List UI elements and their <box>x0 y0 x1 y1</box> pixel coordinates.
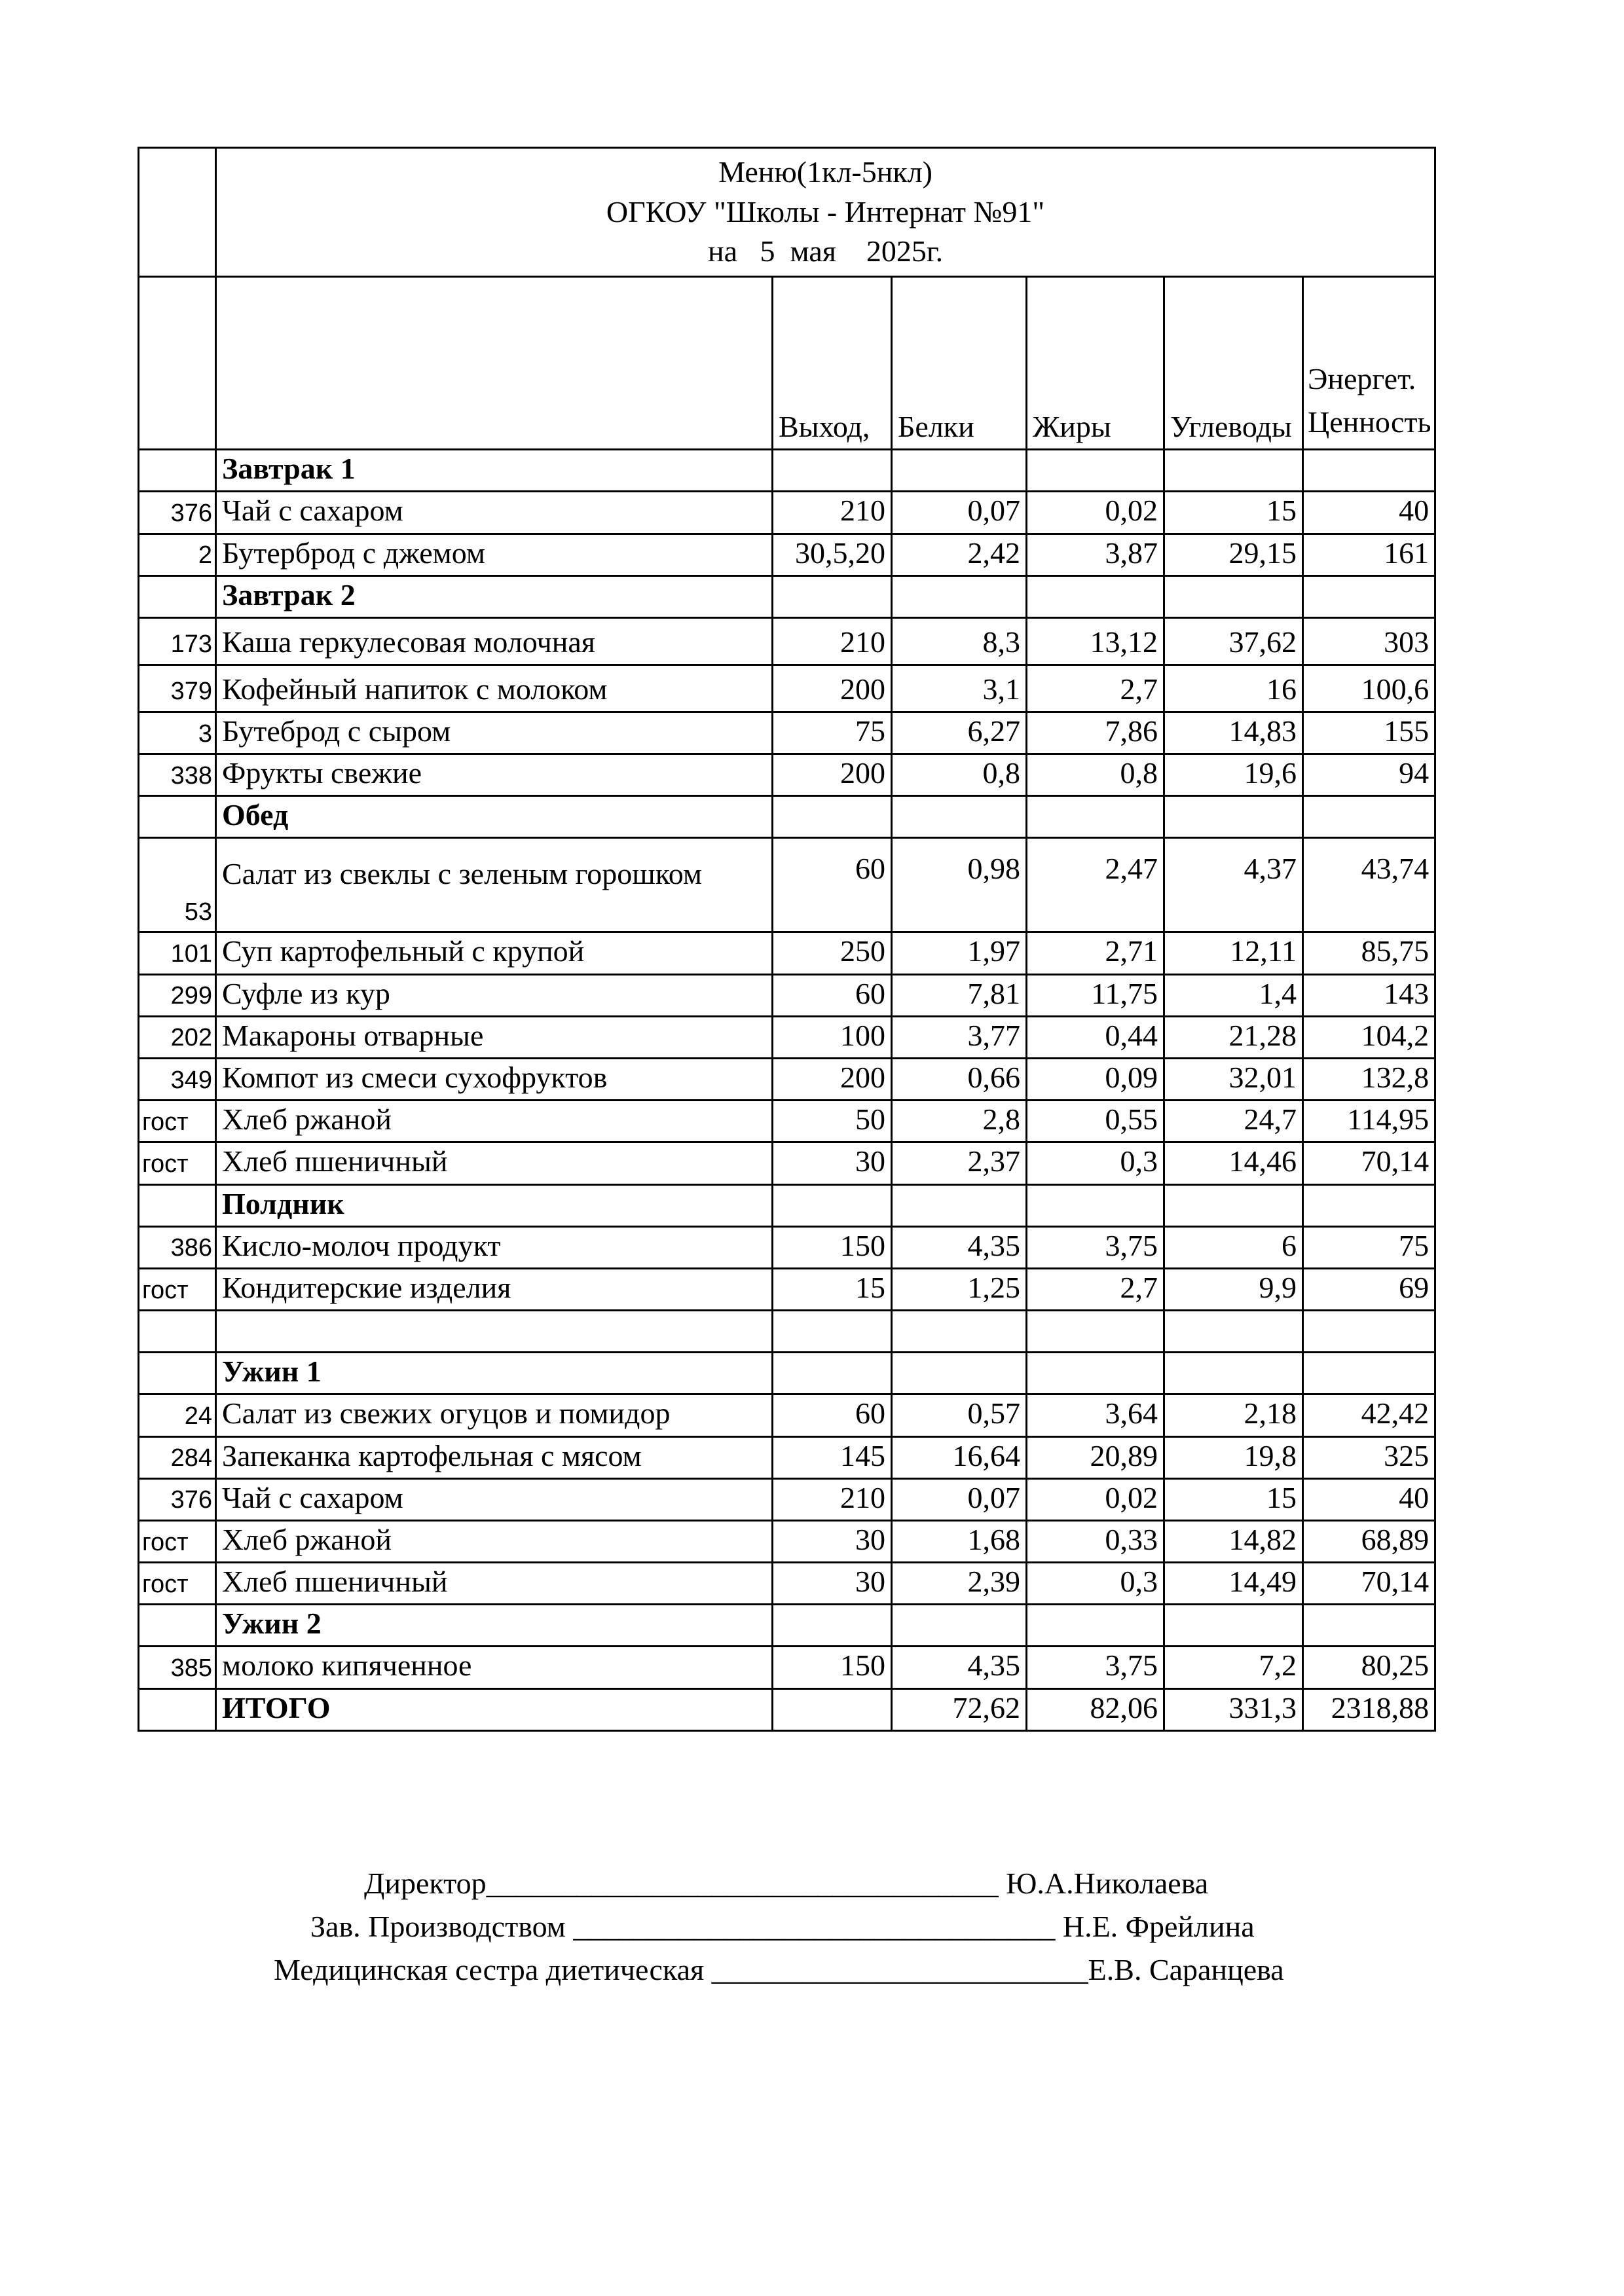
dish-yield: 60 <box>773 974 892 1016</box>
empty-cell <box>892 796 1027 838</box>
empty-cell <box>1027 1311 1164 1353</box>
signature-person: Н.Е. Фрейлина <box>1062 1910 1255 1943</box>
dish-code: 376 <box>139 492 216 534</box>
empty-cell <box>773 1605 892 1647</box>
dish-carbs: 9,9 <box>1164 1268 1303 1310</box>
dish-row <box>139 1226 1435 1268</box>
dish-protein: 3,1 <box>892 665 1027 712</box>
dish-row <box>139 838 1435 932</box>
menu-sheet <box>138 147 1434 1732</box>
empty-cell <box>1027 1353 1164 1394</box>
empty-cell <box>1027 796 1164 838</box>
dish-energy: 43,74 <box>1303 838 1435 932</box>
section-title: Ужин 2 <box>216 1605 773 1647</box>
dish-fat: 0,09 <box>1027 1059 1164 1101</box>
dish-name: Каша геркулесовая молочная <box>216 617 773 665</box>
dish-carbs: 19,8 <box>1164 1436 1303 1478</box>
column-header-fat: Жиры <box>1027 277 1164 450</box>
dish-protein: 0,98 <box>892 838 1027 932</box>
dish-code: 53 <box>139 838 216 932</box>
column-header-carbs: Углеводы <box>1164 277 1303 450</box>
dish-protein: 0,66 <box>892 1059 1027 1101</box>
dish-code: 349 <box>139 1059 216 1101</box>
dish-energy: 325 <box>1303 1436 1435 1478</box>
dish-energy: 94 <box>1303 754 1435 796</box>
dish-code <box>139 796 216 838</box>
column-header-energy: Энергет. Ценность <box>1303 277 1435 450</box>
dish-code: 24 <box>139 1394 216 1436</box>
signature-person: Е.В. Саранцева <box>1088 1953 1284 1986</box>
dish-fat: 0,02 <box>1027 1478 1164 1520</box>
empty-cell <box>216 1311 773 1353</box>
section-title: Обед <box>216 796 773 838</box>
total-row <box>139 1688 1435 1730</box>
dish-energy: 132,8 <box>1303 1059 1435 1101</box>
dish-fat: 0,3 <box>1027 1563 1164 1605</box>
empty-cell <box>1303 1184 1435 1226</box>
dish-carbs: 16 <box>1164 665 1303 712</box>
dish-carbs: 15 <box>1164 492 1303 534</box>
column-header-row <box>139 277 1435 450</box>
empty-cell <box>1027 450 1164 492</box>
dish-yield: 200 <box>773 754 892 796</box>
dish-name: Фрукты свежие <box>216 754 773 796</box>
dish-name: Кисло-молоч продукт <box>216 1226 773 1268</box>
dish-name: Салат из свеклы с зеленым горошком <box>216 838 773 932</box>
menu-title-line1: Меню(1кл-5нкл) <box>718 155 932 189</box>
title-row <box>139 148 1435 277</box>
dish-carbs: 1,4 <box>1164 974 1303 1016</box>
dish-carbs: 15 <box>1164 1478 1303 1520</box>
dish-yield: 60 <box>773 1394 892 1436</box>
signature-role: Медицинская сестра диетическая <box>274 1953 705 1986</box>
dish-protein: 4,35 <box>892 1647 1027 1688</box>
dish-code: 101 <box>139 932 216 974</box>
dish-row <box>139 1101 1435 1142</box>
empty-cell <box>892 1184 1027 1226</box>
dish-row <box>139 534 1435 575</box>
dish-row <box>139 1436 1435 1478</box>
dish-carbs: 21,28 <box>1164 1016 1303 1058</box>
empty-cell <box>1027 575 1164 617</box>
dish-protein: 3,77 <box>892 1016 1027 1058</box>
dish-fat: 11,75 <box>1027 974 1164 1016</box>
dish-energy: 143 <box>1303 974 1435 1016</box>
dish-code: гост <box>139 1268 216 1310</box>
dish-fat: 20,89 <box>1027 1436 1164 1478</box>
dish-fat: 2,7 <box>1027 1268 1164 1310</box>
section-title: Завтрак 1 <box>216 450 773 492</box>
dish-name: молоко кипяченное <box>216 1647 773 1688</box>
dish-name: Бутеброд с сыром <box>216 712 773 754</box>
empty-cell <box>1164 450 1303 492</box>
dish-code: гост <box>139 1520 216 1562</box>
dish-energy: 80,25 <box>1303 1647 1435 1688</box>
dish-protein: 16,64 <box>892 1436 1027 1478</box>
dish-code <box>139 1605 216 1647</box>
empty-cell <box>773 1353 892 1394</box>
menu-title-date: на 5 мая 2025г. <box>707 234 944 268</box>
section-title: Завтрак 2 <box>216 575 773 617</box>
dish-energy: 68,89 <box>1303 1520 1435 1562</box>
dish-code: 2 <box>139 534 216 575</box>
signature-role: Директор <box>364 1867 487 1900</box>
dish-yield: 145 <box>773 1436 892 1478</box>
signature-person: Ю.А.Николаева <box>1006 1867 1209 1900</box>
dish-yield: 200 <box>773 665 892 712</box>
dish-name: Хлеб ржаной <box>216 1101 773 1142</box>
dish-name: Бутерброд с джемом <box>216 534 773 575</box>
dish-row <box>139 492 1435 534</box>
dish-code <box>139 450 216 492</box>
dish-code: 202 <box>139 1016 216 1058</box>
dish-row <box>139 974 1435 1016</box>
section-title: Ужин 1 <box>216 1353 773 1394</box>
total-label: ИТОГО <box>216 1688 773 1730</box>
empty-cell <box>1164 1353 1303 1394</box>
dish-yield: 60 <box>773 838 892 932</box>
dish-name: Кофейный напиток с молоком <box>216 665 773 712</box>
dish-yield: 30 <box>773 1563 892 1605</box>
column-header-yield: Выход, <box>773 277 892 450</box>
empty-cell <box>1303 1605 1435 1647</box>
dish-protein: 2,42 <box>892 534 1027 575</box>
dish-energy: 40 <box>1303 492 1435 534</box>
dish-code: 386 <box>139 1226 216 1268</box>
dish-fat: 3,75 <box>1027 1647 1164 1688</box>
signature-line: __________________________________ <box>486 1867 999 1900</box>
dish-fat: 3,87 <box>1027 534 1164 575</box>
total-yield <box>773 1688 892 1730</box>
dish-energy: 303 <box>1303 617 1435 665</box>
total-protein: 72,62 <box>892 1688 1027 1730</box>
dish-protein: 0,57 <box>892 1394 1027 1436</box>
dish-yield: 200 <box>773 1059 892 1101</box>
dish-yield: 75 <box>773 712 892 754</box>
dish-energy: 70,14 <box>1303 1142 1435 1184</box>
dish-energy: 85,75 <box>1303 932 1435 974</box>
dish-energy: 104,2 <box>1303 1016 1435 1058</box>
empty-cell <box>1027 1184 1164 1226</box>
dish-carbs: 14,82 <box>1164 1520 1303 1562</box>
dish-name: Суфле из кур <box>216 974 773 1016</box>
dish-row <box>139 665 1435 712</box>
dish-yield: 150 <box>773 1226 892 1268</box>
dish-fat: 13,12 <box>1027 617 1164 665</box>
signature-production-head <box>310 1909 1255 1944</box>
dish-protein: 4,35 <box>892 1226 1027 1268</box>
dish-row <box>139 1059 1435 1101</box>
dish-name: Кондитерские изделия <box>216 1268 773 1310</box>
dish-fat: 0,44 <box>1027 1016 1164 1058</box>
dish-protein: 6,27 <box>892 712 1027 754</box>
empty-cell <box>773 1184 892 1226</box>
empty-cell <box>1027 1605 1164 1647</box>
dish-yield: 30 <box>773 1142 892 1184</box>
dish-row <box>139 1647 1435 1688</box>
dish-name: Салат из свежих огуцов и помидор <box>216 1394 773 1436</box>
dish-fat: 2,7 <box>1027 665 1164 712</box>
empty-cell <box>1164 575 1303 617</box>
dish-code: 379 <box>139 665 216 712</box>
dish-fat: 3,75 <box>1027 1226 1164 1268</box>
dish-code: 299 <box>139 974 216 1016</box>
dish-name: Компот из смеси сухофруктов <box>216 1059 773 1101</box>
dish-protein: 2,37 <box>892 1142 1027 1184</box>
signature-director <box>364 1866 1208 1901</box>
dish-carbs: 4,37 <box>1164 838 1303 932</box>
total-fat: 82,06 <box>1027 1688 1164 1730</box>
menu-table <box>138 147 1436 1732</box>
dish-name: Хлеб пшеничный <box>216 1563 773 1605</box>
dish-fat: 0,8 <box>1027 754 1164 796</box>
empty-cell <box>1303 450 1435 492</box>
dish-fat: 3,64 <box>1027 1394 1164 1436</box>
empty-cell <box>892 1605 1027 1647</box>
empty-cell <box>892 1353 1027 1394</box>
empty-cell <box>1303 575 1435 617</box>
dish-code: гост <box>139 1101 216 1142</box>
empty-cell <box>1164 1311 1303 1353</box>
dish-protein: 2,39 <box>892 1563 1027 1605</box>
dish-code: 284 <box>139 1436 216 1478</box>
dish-code <box>139 1184 216 1226</box>
dish-row <box>139 1394 1435 1436</box>
dish-energy: 75 <box>1303 1226 1435 1268</box>
dish-energy: 69 <box>1303 1268 1435 1310</box>
dish-carbs: 14,46 <box>1164 1142 1303 1184</box>
dish-row <box>139 932 1435 974</box>
empty-cell <box>1164 1605 1303 1647</box>
dish-protein: 2,8 <box>892 1101 1027 1142</box>
dish-yield: 210 <box>773 1478 892 1520</box>
dish-fat: 2,47 <box>1027 838 1164 932</box>
dish-energy: 114,95 <box>1303 1101 1435 1142</box>
section-title: Полдник <box>216 1184 773 1226</box>
dish-name: Хлеб пшеничный <box>216 1142 773 1184</box>
empty-cell <box>773 796 892 838</box>
dish-carbs: 7,2 <box>1164 1647 1303 1688</box>
dish-yield: 30 <box>773 1520 892 1562</box>
dish-row <box>139 754 1435 796</box>
dish-carbs: 37,62 <box>1164 617 1303 665</box>
signature-dietary-nurse <box>274 1952 1284 1987</box>
dish-carbs: 14,49 <box>1164 1563 1303 1605</box>
dish-name: Макароны отварные <box>216 1016 773 1058</box>
dish-carbs: 6 <box>1164 1226 1303 1268</box>
dish-protein: 7,81 <box>892 974 1027 1016</box>
dish-row <box>139 1520 1435 1562</box>
dish-carbs: 14,83 <box>1164 712 1303 754</box>
dish-fat: 0,33 <box>1027 1520 1164 1562</box>
dish-code <box>139 1353 216 1394</box>
dish-fat: 7,86 <box>1027 712 1164 754</box>
dish-protein: 1,25 <box>892 1268 1027 1310</box>
section-row <box>139 450 1435 492</box>
section-row <box>139 1184 1435 1226</box>
dish-yield: 30,5,20 <box>773 534 892 575</box>
empty-row <box>139 1311 1435 1353</box>
dish-code: 376 <box>139 1478 216 1520</box>
dish-carbs: 29,15 <box>1164 534 1303 575</box>
signature-line: ________________________________ <box>573 1910 1056 1943</box>
dish-fat: 0,3 <box>1027 1142 1164 1184</box>
dish-carbs: 19,6 <box>1164 754 1303 796</box>
dish-protein: 0,07 <box>892 1478 1027 1520</box>
total-energy: 2318,88 <box>1303 1688 1435 1730</box>
dish-carbs: 2,18 <box>1164 1394 1303 1436</box>
dish-row <box>139 1142 1435 1184</box>
dish-protein: 8,3 <box>892 617 1027 665</box>
signature-line: _________________________ <box>711 1953 1088 1986</box>
dish-name: Суп картофельный с крупой <box>216 932 773 974</box>
dish-fat: 0,02 <box>1027 492 1164 534</box>
empty-cell <box>1303 796 1435 838</box>
menu-title-school: ОГКОУ "Школы - Интернат №91" <box>606 194 1045 228</box>
dish-energy: 40 <box>1303 1478 1435 1520</box>
dish-row <box>139 1016 1435 1058</box>
dish-protein: 1,68 <box>892 1520 1027 1562</box>
dish-name: Запеканка картофельная с мясом <box>216 1436 773 1478</box>
empty-cell <box>892 450 1027 492</box>
dish-code <box>139 575 216 617</box>
header-name-cell <box>216 277 773 450</box>
dish-code: 173 <box>139 617 216 665</box>
section-row <box>139 575 1435 617</box>
empty-cell <box>1303 1353 1435 1394</box>
empty-cell <box>1164 796 1303 838</box>
section-row <box>139 1605 1435 1647</box>
empty-cell <box>892 575 1027 617</box>
signature-role: Зав. Производством <box>310 1910 566 1943</box>
dish-code: 385 <box>139 1647 216 1688</box>
dish-yield: 210 <box>773 617 892 665</box>
dish-code: 338 <box>139 754 216 796</box>
dish-name: Чай с сахаром <box>216 1478 773 1520</box>
section-row <box>139 1353 1435 1394</box>
dish-yield: 100 <box>773 1016 892 1058</box>
empty-cell <box>773 1311 892 1353</box>
dish-row <box>139 712 1435 754</box>
dish-protein: 1,97 <box>892 932 1027 974</box>
dish-yield: 50 <box>773 1101 892 1142</box>
dish-yield: 150 <box>773 1647 892 1688</box>
dish-carbs: 12,11 <box>1164 932 1303 974</box>
dish-energy: 100,6 <box>1303 665 1435 712</box>
dish-yield: 210 <box>773 492 892 534</box>
dish-code: гост <box>139 1563 216 1605</box>
dish-carbs: 32,01 <box>1164 1059 1303 1101</box>
dish-protein: 0,8 <box>892 754 1027 796</box>
empty-cell <box>1164 1184 1303 1226</box>
dish-energy: 42,42 <box>1303 1394 1435 1436</box>
dish-fat: 2,71 <box>1027 932 1164 974</box>
dish-energy: 161 <box>1303 534 1435 575</box>
dish-row <box>139 1478 1435 1520</box>
section-row <box>139 796 1435 838</box>
dish-energy: 155 <box>1303 712 1435 754</box>
title-code-cell <box>139 148 216 277</box>
dish-code <box>139 1688 216 1730</box>
dish-yield: 15 <box>773 1268 892 1310</box>
dish-row <box>139 617 1435 665</box>
empty-cell <box>139 1311 216 1353</box>
dish-name: Чай с сахаром <box>216 492 773 534</box>
dish-row <box>139 1563 1435 1605</box>
dish-carbs: 24,7 <box>1164 1101 1303 1142</box>
header-code-cell <box>139 277 216 450</box>
empty-cell <box>892 1311 1027 1353</box>
dish-yield: 250 <box>773 932 892 974</box>
dish-row <box>139 1268 1435 1310</box>
empty-cell <box>773 450 892 492</box>
empty-cell <box>1303 1311 1435 1353</box>
total-carbs: 331,3 <box>1164 1688 1303 1730</box>
dish-name: Хлеб ржаной <box>216 1520 773 1562</box>
menu-title <box>216 148 1435 277</box>
dish-energy: 70,14 <box>1303 1563 1435 1605</box>
dish-fat: 0,55 <box>1027 1101 1164 1142</box>
column-header-protein: Белки <box>892 277 1027 450</box>
dish-code: гост <box>139 1142 216 1184</box>
empty-cell <box>773 575 892 617</box>
dish-code: 3 <box>139 712 216 754</box>
dish-protein: 0,07 <box>892 492 1027 534</box>
